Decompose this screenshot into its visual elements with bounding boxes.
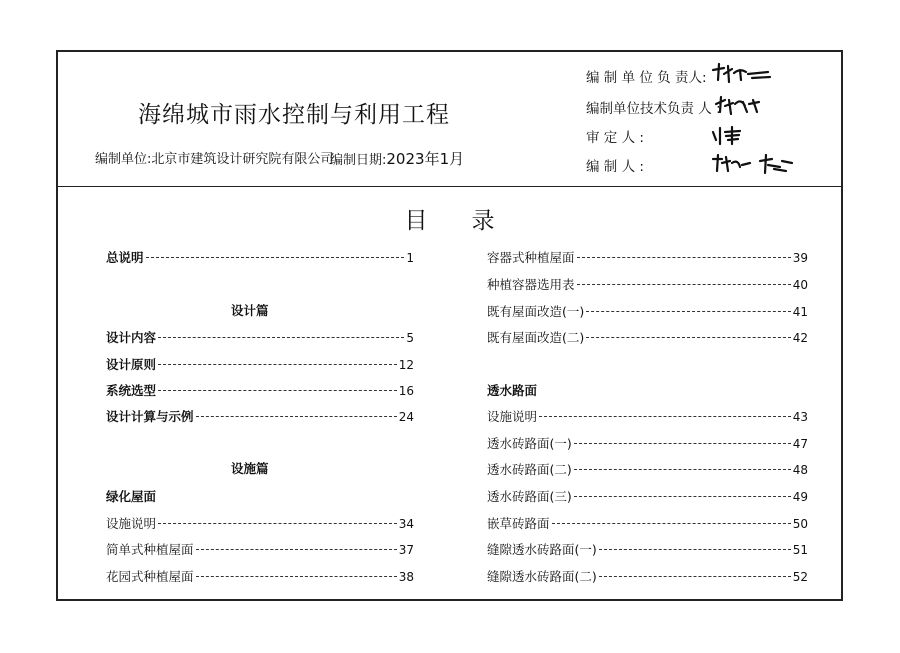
toc-entry-page: 41 <box>792 305 808 319</box>
toc-entry-label: 设计计算与示例 <box>106 409 194 424</box>
toc-entry[interactable] <box>487 460 808 478</box>
toc-entry-label: 既有屋面改造(一) <box>487 304 585 319</box>
toc-entry-label: 透水砖路面(二) <box>487 462 572 477</box>
toc-entry-page: 37 <box>398 543 414 557</box>
toc-entry-page: 40 <box>792 278 808 292</box>
toc-entry[interactable] <box>487 328 808 346</box>
toc-entry[interactable] <box>106 514 414 532</box>
toc-entry-page: 34 <box>398 517 414 531</box>
compiling-unit <box>95 148 333 167</box>
leader-dots <box>574 469 791 470</box>
toc-entry-label: 设施说明 <box>487 409 538 424</box>
toc-entry-page: 47 <box>792 437 808 451</box>
leader-dots <box>586 311 790 312</box>
signature-row-unit-head: 编 制 单 位 负 责人: <box>586 70 707 86</box>
toc-entry[interactable] <box>487 275 808 293</box>
toc-entry-page: 38 <box>398 570 414 584</box>
leader-dots <box>158 390 397 391</box>
leader-dots <box>577 284 791 285</box>
toc-entry[interactable] <box>106 567 414 585</box>
leader-dots <box>599 549 791 550</box>
toc-entry-label: 嵌草砖路面 <box>487 516 550 531</box>
toc-entry[interactable] <box>487 302 808 320</box>
subsection-heading-permeable: 透水路面 <box>487 383 538 398</box>
signature-row-tech-head: 编制单位技术负责 人 : <box>586 101 721 117</box>
toc-entry[interactable] <box>106 355 414 373</box>
toc-entry-general[interactable] <box>106 248 414 266</box>
toc-entry-page: 49 <box>792 490 808 504</box>
toc-entry[interactable] <box>487 407 808 425</box>
toc-entry-label: 缝隙透水砖路面(二) <box>487 569 597 584</box>
drawing-sheet <box>56 50 843 601</box>
toc-entry-label: 设施说明 <box>106 516 157 531</box>
section-heading-design: 设计篇 <box>231 303 269 318</box>
toc-entry[interactable] <box>487 567 808 585</box>
toc-entry-label: 种植容器选用表 <box>487 277 575 292</box>
toc-entry-label: 简单式种植屋面 <box>106 542 194 557</box>
compiling-unit-value: 北京市建筑设计研究院有限公司 <box>151 152 334 167</box>
toc-entry-page: 42 <box>792 331 808 345</box>
toc-entry-page: 1 <box>406 251 414 265</box>
toc-entry[interactable] <box>487 434 808 452</box>
handwritten-signature-3 <box>710 122 750 148</box>
leader-dots <box>158 523 397 524</box>
toc-title: 目录 <box>404 208 539 234</box>
leader-dots <box>574 443 791 444</box>
toc-entry[interactable] <box>487 514 808 532</box>
handwritten-signature-2 <box>713 92 763 118</box>
toc-entry[interactable] <box>487 540 808 558</box>
signature-row-compiler: 编 制 人 : <box>586 159 644 175</box>
toc-entry-label: 透水砖路面(一) <box>487 436 572 451</box>
toc-entry-label: 既有屋面改造(二) <box>487 330 585 345</box>
leader-dots <box>196 576 397 577</box>
toc-entry-label: 缝隙透水砖路面(一) <box>487 542 597 557</box>
toc-entry-page: 16 <box>398 384 414 398</box>
compiling-date-label: 编制日期: <box>330 153 387 168</box>
toc-entry-page: 50 <box>792 517 808 531</box>
toc-entry-label: 系统选型 <box>106 383 157 398</box>
toc-entry[interactable] <box>106 540 414 558</box>
toc-entry[interactable] <box>106 407 414 425</box>
compiling-unit-label: 编制单位: <box>95 152 152 167</box>
signature-row-approver: 审 定 人 : <box>586 130 644 146</box>
toc-entry-page: 12 <box>398 358 414 372</box>
toc-entry-label: 设计内容 <box>106 330 157 345</box>
leader-dots <box>158 364 397 365</box>
leader-dots <box>158 337 404 338</box>
compiling-date-value: 2023年1月 <box>386 150 465 168</box>
toc-entry-label: 设计原则 <box>106 357 157 372</box>
toc-entry-page: 5 <box>406 331 414 345</box>
subsection-heading-green-roof: 绿化屋面 <box>106 489 157 504</box>
toc-entry-label: 总说明 <box>106 250 144 265</box>
toc-entry-label: 花园式种植屋面 <box>106 569 194 584</box>
leader-dots <box>539 416 791 417</box>
leader-dots <box>552 523 791 524</box>
toc-entry[interactable] <box>487 248 808 266</box>
toc-entry[interactable] <box>106 328 414 346</box>
compiling-date <box>330 148 464 169</box>
leader-dots <box>577 257 791 258</box>
leader-dots <box>599 576 791 577</box>
leader-dots <box>586 337 790 338</box>
toc-entry-page: 48 <box>792 463 808 477</box>
section-heading-facility: 设施篇 <box>231 461 269 476</box>
leader-dots <box>196 416 397 417</box>
header-divider <box>58 186 841 187</box>
toc-entry-page: 43 <box>792 410 808 424</box>
toc-entry[interactable] <box>487 487 808 505</box>
leader-dots <box>196 549 397 550</box>
toc-entry-label: 透水砖路面(三) <box>487 489 572 504</box>
toc-entry-page: 52 <box>792 570 808 584</box>
toc-entry-label: 容器式种植屋面 <box>487 250 575 265</box>
handwritten-signature-4 <box>710 151 800 177</box>
toc-entry-page: 51 <box>792 543 808 557</box>
project-title: 海绵城市雨水控制与利用工程 <box>138 102 450 128</box>
leader-dots <box>574 496 791 497</box>
handwritten-signature-1 <box>710 60 774 86</box>
toc-entry-page: 24 <box>398 410 414 424</box>
leader-dots <box>146 257 405 258</box>
toc-entry[interactable] <box>106 381 414 399</box>
toc-entry-page: 39 <box>792 251 808 265</box>
